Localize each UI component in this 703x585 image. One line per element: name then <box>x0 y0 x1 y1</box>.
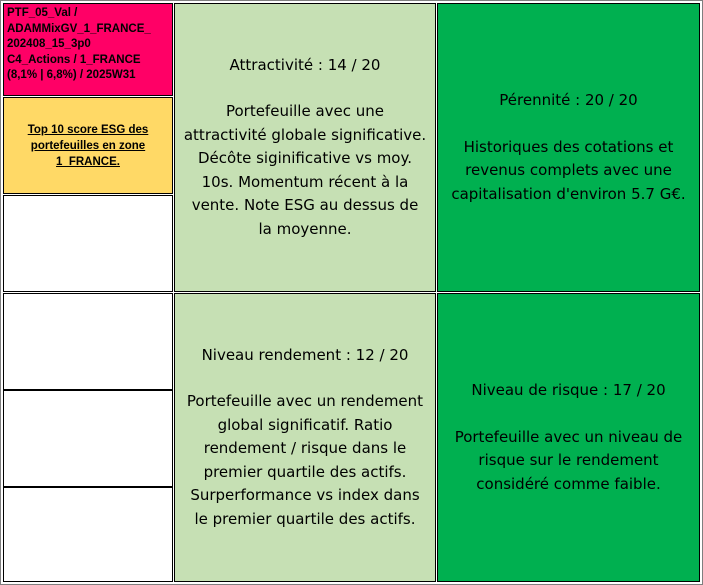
empty-cell-3 <box>3 390 173 487</box>
risque-description: Portefeuille avec un niveau de risque sur le rendement considéré comme faible. <box>454 427 683 493</box>
risque-title: Niveau de risque : 17 / 20 <box>471 381 666 399</box>
portfolio-header-cell <box>3 3 173 96</box>
attractivite-card <box>174 3 436 292</box>
attractivite-description: Portefeuille avec une attractivité globale significative. Décôte siginificative vs moy. 10s. Momentum récent à la vente. Note ESG au dessus de la moyenne. <box>183 102 427 238</box>
perennite-description: Historiques des cotations et revenus complets avec une capitalisation d'environ 5.7 G€. <box>451 137 686 203</box>
rendement-title: Niveau rendement : 12 / 20 <box>201 345 409 364</box>
perennite-title: Pérennité : 20 / 20 <box>499 91 638 109</box>
portfolio-header-text: PTF_05_Val / ADAMMixGV_1_FRANCE_ 202408_15_3p0 C4_Actions / 1_FRANCE (8,1% | 6,8%) / 2025W31 <box>7 7 151 81</box>
rendement-description: Portefeuille avec un rendement global significatif. Ratio rendement / risque dans le premier quartile des actifs. Surperformance vs index dans le premier quartile des actifs. <box>186 392 424 528</box>
esg-ranking-cell[interactable] <box>3 97 173 194</box>
risque-card <box>437 293 700 582</box>
empty-cell-4 <box>3 487 173 582</box>
rendement-card <box>174 293 436 582</box>
perennite-card <box>437 3 700 292</box>
esg-ranking-link[interactable]: Top 10 score ESG des portefeuilles en zone 1_FRANCE. <box>27 123 149 168</box>
empty-cell-2 <box>3 293 173 390</box>
attractivite-title: Attractivité : 14 / 20 <box>229 55 381 74</box>
empty-cell-1 <box>3 195 173 292</box>
